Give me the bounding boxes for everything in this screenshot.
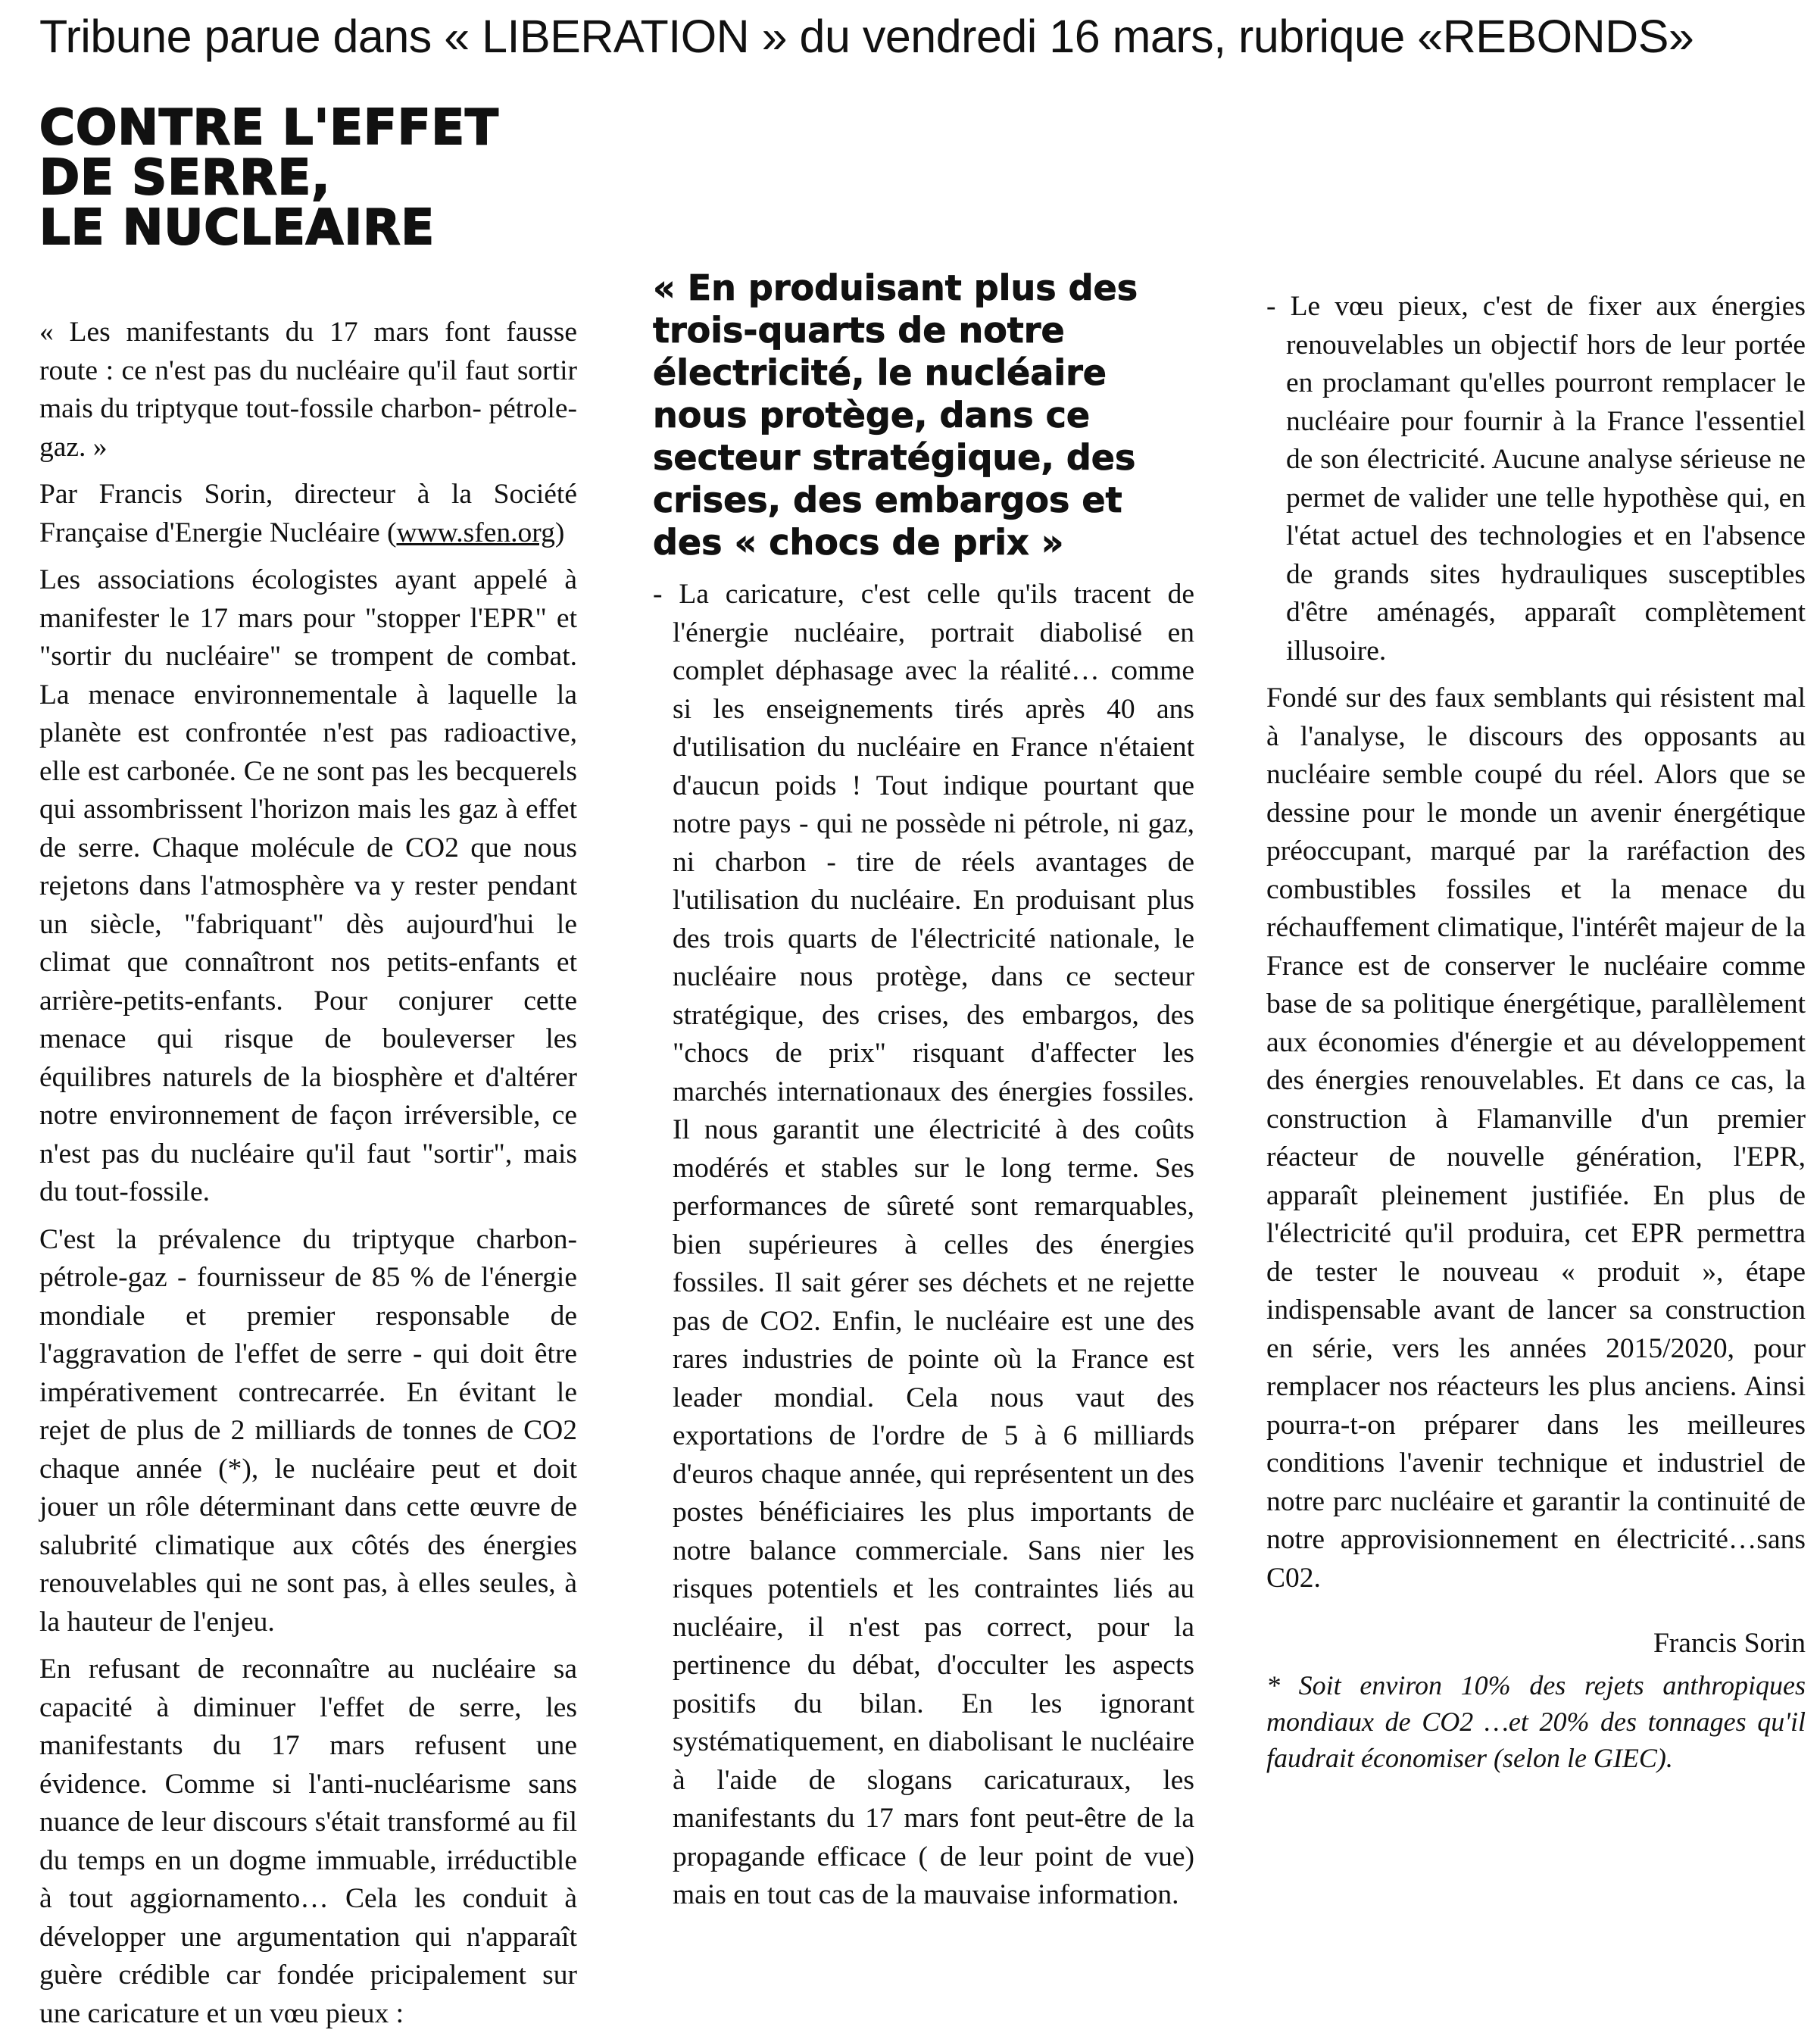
headline-line: CONTRE L'EFFET bbox=[39, 100, 499, 156]
column-3 bbox=[1266, 288, 1806, 1776]
body-paragraph: Les associations écologistes ayant appelé à manifester le 17 mars pour "stopper l'EPR" et "sortir du nucléaire" se trompent de combat. La menace environnementale à laquelle la planète est confrontée n'est pas radioactive, elle est carbonée. Ce ne sont pas les becquerels qui assombrissent l'horizon mais les gaz à effet de serre. Chaque molécule de CO2 que nous rejetons dans l'atmosphère va y rester pendant un siècle, "fabriquant" dès aujourd'hui le climat que connaîtront nos petits-enfants et arrière-petits-enfants. Pour conjurer cette menace qui risque de bouleverser les équilibres naturels de la biosphère et d'altérer notre environnement de façon irréversible, ce n'est pas du nucléaire qu'il faut "sortir", mais du tout-fossile. bbox=[39, 564, 577, 1207]
body-paragraph: Fondé sur des faux semblants qui résistent mal à l'analyse, le discours des opposants au nucléaire semble coupé du réel. Alors que se dessine pour le monde un avenir énergétique préoccupant, marqué par la raréfaction des combustibles fossiles et la menace du réchauffement climatique, l'intérêt majeur de la France est de conserver le nucléaire comme base de sa politique énergétique, parallèlement aux économies d'énergie et au développement des énergies renouvelables. Et dans ce cas, la construction à Flamanville d'un premier réacteur de nouvelle génération, l'EPR, apparaît pleinement justifiée. En plus de l'électricité qu'il produira, cet EPR permettra de tester le nouveau « produit », étape indispensable avant de lancer sa construction en série, vers les années 2015/2020, pour remplacer nos réacteurs les plus anciens. Ainsi pourra-t-on préparer dans les meilleures conditions l'avenir technique et industriel de notre parc nucléaire et garantir la continuité de notre approvisionnement en électricité…sans C02. bbox=[1266, 682, 1806, 1594]
body-paragraph: - La caricature, c'est celle qu'ils tracent de l'énergie nucléaire, portrait diabolisé en complet déphasage avec la réalité… comme si les enseignements tirés après 40 ans d'utilisation du nucléaire en France n'étaient d'aucun poids ! Tout indique pourtant que notre pays - qui ne possède ni pétrole, ni gaz, ni charbon - tire de réels avantages de l'utilisation du nucléaire. En produisant plus des trois quarts de l'électricité nationale, le nucléaire nous protège, dans ce secteur stratégique, des crises, des embargos, des "chocs de prix" risquant d'affecter les marchés internationaux des énergies fossiles. Il nous garantit une électricité à des coûts modérés et stables sur le long terme. Ses performances de sûreté sont remarquables, bien supérieures à celles des énergies fossiles. Il sait gérer ses déchets et ne rejette pas de CO2. Enfin, le nucléaire est une des rares industries de pointe où la France est leader mondial. Cela nous vaut des exportations de l'ordre de 5 à 6 milliards d'euros chaque année, qui représentent un des postes bénéficiaires les plus importants de notre balance commerciale. Sans nier les risques potentiels et les contraintes liés au nucléaire, il n'est pas correct, pour la pertinence du débat, d'occulter les aspects positifs du bilan. En les ignorant systématiquement, en diabolisant le nucléaire à l'aide de slogans caricaturaux, les manifestants du 17 mars font peut-être de la propagande efficace ( de leur point de vue) mais en tout cas de la mauvaise information. bbox=[653, 579, 1194, 1910]
website-link[interactable]: www.sfen.org bbox=[396, 517, 555, 548]
column-1 bbox=[39, 95, 577, 2033]
publication-banner: Tribune parue dans « LIBERATION » du vendredi 16 mars, rubrique «REBONDS» bbox=[39, 11, 1694, 62]
byline-end: ) bbox=[554, 517, 565, 548]
headline bbox=[39, 100, 577, 256]
lead-paragraph: « Les manifestants du 17 mars font fausse route : ce n'est pas du nucléaire qu'il faut sortir mais du triptyque tout-fossile charbon- pétrole-gaz. » bbox=[39, 317, 577, 463]
headline-line: LE NUCLEAIRE bbox=[39, 200, 435, 256]
byline bbox=[39, 476, 577, 552]
body-paragraph: En refusant de reconnaître au nucléaire sa capacité à diminuer l'effet de serre, les manifestants du 17 mars refusent une évidence. Comme si l'anti-nucléarisme sans nuance de leur discours s'était transformé au fil du temps en un dogme immuable, irréductible à tout aggiornamento… Cela les conduit à développer une argumentation qui n'apparaît guère crédible car fondée pricipalement sur une caricature et un vœu pieux : bbox=[39, 1654, 577, 2029]
author-signature: Francis Sorin bbox=[1653, 1628, 1806, 1659]
footnote: * Soit environ 10% des rejets anthropiques mondiaux de CO2 …et 20% des tonnages qu'il faudrait économiser (selon le GIEC). bbox=[1266, 1670, 1806, 1773]
body-paragraph: C'est la prévalence du triptyque charbon-pétrole-gaz - fournisseur de 85 % de l'énergie mondiale et premier responsable de l'aggravation de l'effet de serre - qui doit être impérativement contrecarrée. En évitant le rejet de plus de 2 milliards de tonnes de CO2 chaque année (*), le nucléaire peut et doit jouer un rôle déterminant dans cette œuvre de salubrité climatique aux côtés des énergies renouvelables qui ne sont pas, à elles seules, à la hauteur de l'enjeu. bbox=[39, 1223, 577, 1638]
headline-line: DE SERRE, bbox=[39, 150, 331, 206]
byline-text: Par Francis Sorin, directeur à la Société Française d'Energie Nucléaire ( bbox=[39, 479, 577, 548]
pull-quote: « En produisant plus des trois-quarts de notre électricité, le nucléaire nous protège, dans ce secteur stratégique, des crises, des embargos et des « chocs de prix » bbox=[653, 267, 1138, 563]
column-2 bbox=[653, 227, 1194, 1915]
body-paragraph: - Le vœu pieux, c'est de fixer aux énergies renouvelables un objectif hors de leur portée en proclamant qu'elles pourront remplacer le nucléaire pour fournir à la France l'essentiel de son électricité. Aucune analyse sérieuse ne permet de valider une telle hypothèse qui, en l'état actuel des technologies et en l'absence de grands sites hydrauliques susceptibles d'être aménagés, apparaît complètement illusoire. bbox=[1266, 291, 1806, 667]
